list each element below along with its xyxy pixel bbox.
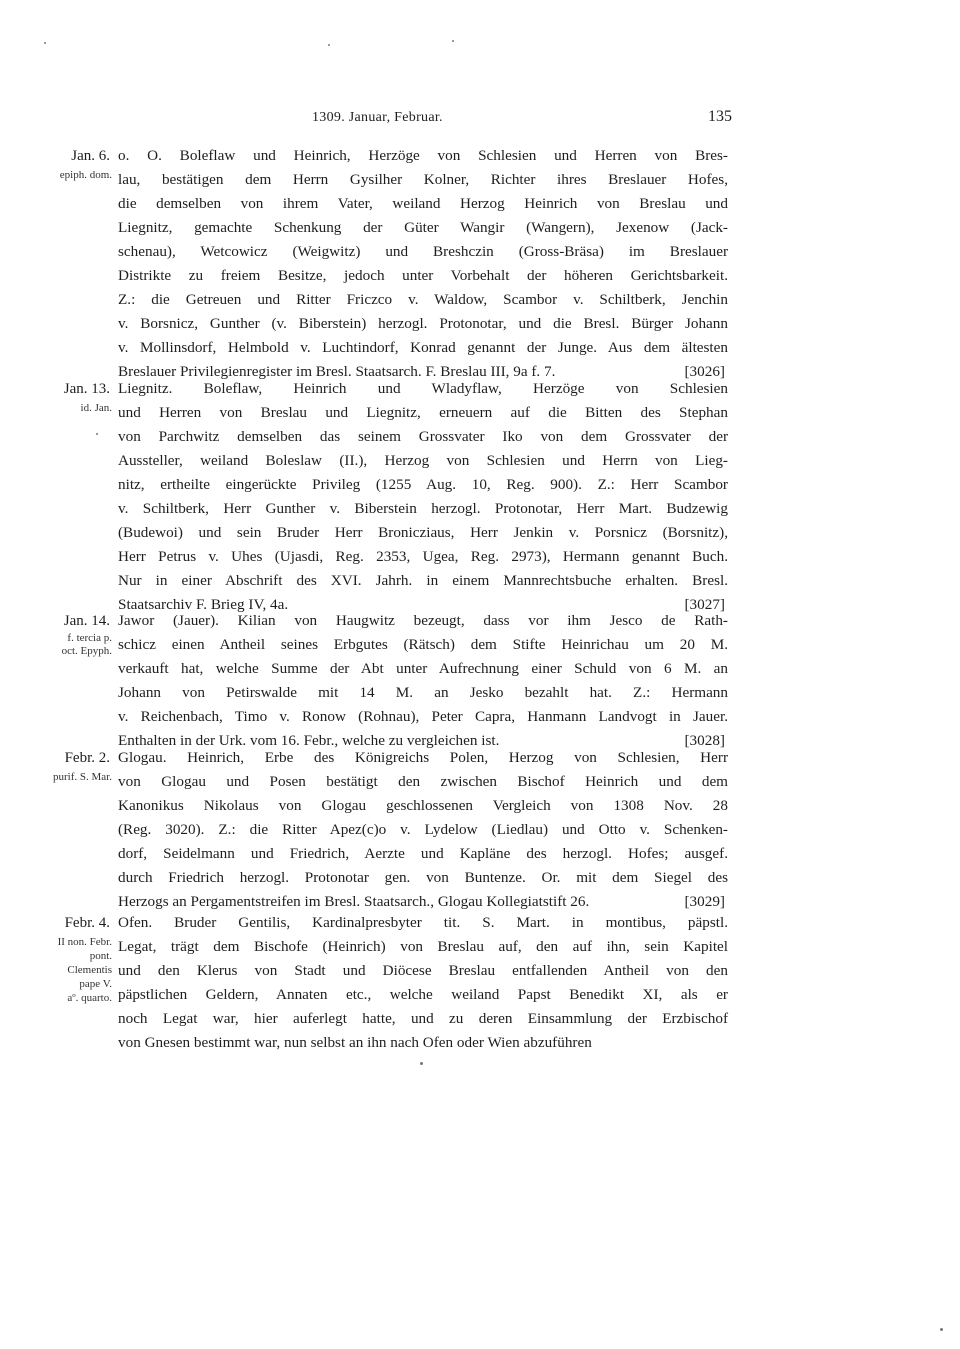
text-line: schicz einen Antheil seines Erbgutes (Rätsch) dem Stifte Heinrichau um 20 M. [118, 636, 728, 653]
text-line: o. O. Boleflaw und Heinrich, Herzöge von Schlesien und Herren von Bres- [118, 147, 728, 164]
margin-note: aº. quarto. [67, 992, 112, 1004]
margin-note: II non. Febr. [57, 936, 112, 948]
entry-date: Febr. 2. [64, 750, 110, 766]
margin-note: f. tercia p. [67, 632, 112, 644]
scan-speck [420, 1062, 423, 1065]
text-line: Z.: die Getreuen und Ritter Friczco v. Waldow, Scambor v. Schiltberk, Jenchin [118, 291, 728, 308]
text-line: Aussteller, weiland Boleslaw (II.), Herzog von Schlesien und Herrn von Lieg- [118, 452, 728, 469]
text-line: Glogau. Heinrich, Erbe des Königreichs Polen, Herzog von Schlesien, Herr [118, 749, 728, 766]
text-line: Nur in einer Abschrift des XVI. Jahrh. in einem Mannrechtsbuche erhalten. Bresl. [118, 572, 728, 589]
entry-date: Febr. 4. [64, 915, 110, 931]
text-line: Distrikte zu freiem Besitze, jedoch unter Vorbehalt der höheren Gerichtsbarkeit. [118, 267, 728, 284]
text-line: Ofen. Bruder Gentilis, Kardinalpresbyter tit. S. Mart. in montibus, päpstl. [118, 914, 728, 931]
text-line: die demselben von ihrem Vater, weiland Herzog Heinrich von Breslau und [118, 195, 728, 212]
regest-number: [3027] [684, 596, 725, 613]
header-title: 1309. Januar, Februar. [312, 110, 443, 125]
text-line: nitz, ertheilte eingerückte Privileg (1255 Aug. 10, Reg. 900). Z.: Herr Scambor [118, 476, 728, 493]
margin-note: purif. S. Mar. [53, 771, 112, 783]
text-line: v. Mollinsdorf, Helmbold v. Luchtindorf, Konrad genannt der Junge. Aus dem ältesten [118, 339, 728, 356]
margin-note: epiph. dom. [59, 169, 112, 181]
running-header [0, 110, 960, 132]
scan-speck [328, 44, 330, 46]
entry-date: Jan. 13. [63, 381, 110, 397]
scan-speck [96, 433, 98, 435]
text-line: von Gnesen bestimmt war, nun selbst an ihn nach Ofen oder Wien abzuführen [118, 1034, 592, 1051]
regest-number: [3026] [684, 363, 725, 380]
margin-note: id. Jan. [80, 402, 112, 414]
text-line: v. Borsnicz, Gunther (v. Biberstein) herzogl. Protonotar, und die Bresl. Bürger Johann [118, 315, 728, 332]
text-line: Johann von Petirswalde mit 14 M. an Jesko bezahlt hat. Z.: Hermann [118, 684, 728, 701]
text-line: schenau), Wetcowicz (Weigwitz) und Breshczin (Gross-Bräsa) im Breslauer [118, 243, 728, 260]
margin-note: oct. Epyph. [61, 645, 112, 657]
entry-date: Jan. 6. [71, 148, 110, 164]
text-line: Kanonikus Nikolaus von Glogau geschlossenen Vergleich von 1308 Nov. 28 [118, 797, 728, 814]
text-line: Staatsarchiv F. Brieg IV, 4a. [118, 596, 289, 613]
scan-speck [44, 42, 46, 44]
text-line: dorf, Seidelmann und Friedrich, Aerzte und Kapläne des herzogl. Hofes; ausgef. [118, 845, 728, 862]
text-line: v. Reichenbach, Timo v. Ronow (Rohnau), Peter Capra, Hanmann Landvogt in Jauer. [118, 708, 728, 725]
text-line: lau, bestätigen dem Herrn Gysilher Kolner, Richter ihres Breslauer Hofes, [118, 171, 728, 188]
text-line: und den Klerus von Stadt und Diöcese Breslau entfallenden Antheil von den [118, 962, 728, 979]
text-line: noch Legat war, hier auferlegt hatte, und zu deren Einsammlung der Erzbischof [118, 1010, 728, 1027]
text-line: Enthalten in der Urk. vom 16. Febr., welche zu vergleichen ist. [118, 732, 500, 749]
margin-note: pont. [89, 950, 112, 962]
text-line: päpstlichen Geldern, Annaten etc., welche weiland Papst Benedikt XI, als er [118, 986, 728, 1003]
regest-number: [3029] [684, 893, 725, 910]
text-line: (Reg. 3020). Z.: die Ritter Apez(c)o v. Lydelow (Liedlau) und Otto v. Schenken- [118, 821, 728, 838]
text-line: von Glogau und Posen bestätigt den zwischen Bischof Heinrich und dem [118, 773, 728, 790]
page-number: 135 [708, 108, 732, 125]
entry-date: Jan. 14. [63, 613, 110, 629]
text-line: Jawor (Jauer). Kilian von Haugwitz bezeugt, dass vor ihm Jesco de Rath- [118, 612, 728, 629]
text-line: (Budewoi) und sein Bruder Herr Bronicziaus, Herr Jenkin v. Porsnicz (Borsnitz), [118, 524, 728, 541]
text-line: Herr Petrus v. Uhes (Ujasdi, Reg. 2353, Ugea, Reg. 2973), Hermann genannt Buch. [118, 548, 728, 565]
scan-speck [940, 1328, 943, 1331]
text-line: Legat, trägt dem Bischofe (Heinrich) von Breslau auf, den auf ihn, sein Kapitel [118, 938, 728, 955]
text-line: Liegnitz, gemachte Schenkung der Güter Wangir (Wangern), Jexenow (Jack- [118, 219, 728, 236]
text-line: und Herren von Breslau und Liegnitz, erneuern auf die Bitten des Stephan [118, 404, 728, 421]
margin-note: Clementis [67, 964, 112, 976]
margin-note: pape V. [79, 978, 112, 990]
text-line: von Parchwitz demselben das seinem Grossvater Iko von dem Grossvater der [118, 428, 728, 445]
text-line: Liegnitz. Boleflaw, Heinrich und Wladyflaw, Herzöge von Schlesien [118, 380, 728, 397]
regest-number: [3028] [684, 732, 725, 749]
text-line: v. Schiltberk, Herr Gunther v. Biberstein herzogl. Protonotar, Herr Mart. Budzewig [118, 500, 728, 517]
scan-speck [452, 40, 454, 42]
text-line: durch Friedrich herzogl. Protonotar gen. von Buntenze. Or. mit dem Siegel des [118, 869, 728, 886]
text-line: verkauft hat, welche Summe der Abt unter Aufrechnung einer Schuld von 6 M. an [118, 660, 728, 677]
text-line: Breslauer Privilegienregister im Bresl. Staatsarch. F. Breslau III, 9a f. 7. [118, 363, 556, 380]
text-line: Herzogs an Pergamentstreifen im Bresl. Staatsarch., Glogau Kollegiatstift 26. [118, 893, 590, 910]
